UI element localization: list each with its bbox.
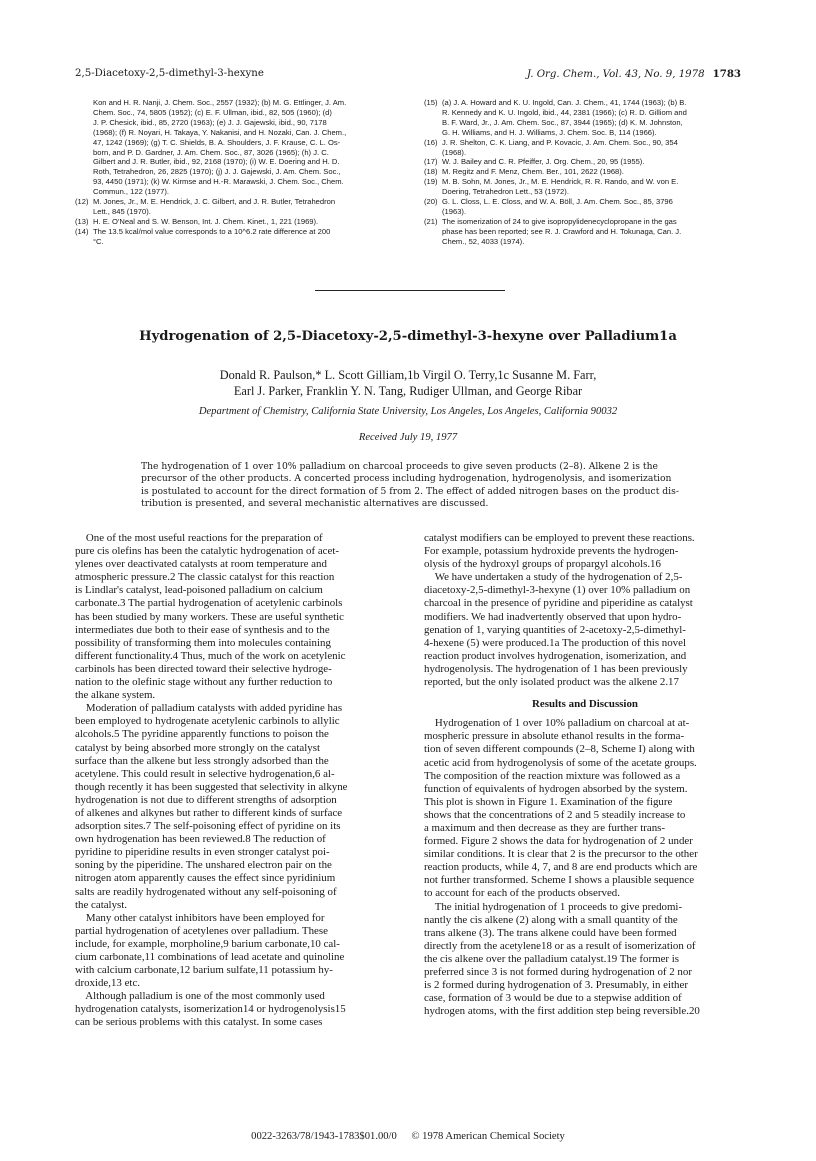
text-line: adsorption sites.7 The self-poisoning effect of pyridine on its [75, 820, 341, 833]
section-heading: Results and Discussion [532, 698, 638, 711]
reference-line [424, 177, 746, 187]
reference-line [424, 128, 746, 138]
text-line: hydrogenation catalysts, isomerization14 or hydrogenolysis15 [75, 1003, 346, 1016]
text-line: salts are readily hydrogenated without any self-poisoning of [75, 885, 337, 898]
reference-text: Kon and H. R. Nanji, J. Chem. Soc., 2557 (1932); (b) M. G. Ettlinger, J. Am. [93, 98, 347, 107]
text-line: reaction product involves hydrogenation, isomerization, and [424, 649, 687, 662]
reference-line [424, 108, 746, 118]
authors-line-2: Earl J. Parker, Franklin Y. N. Tang, Rudiger Ullman, and George Ribar [233, 384, 583, 398]
reference-text: 47, 1242 (1969); (g) T. C. Shields, B. A. Shoulders, J. F. Krause, C. L. Os- [93, 137, 341, 147]
text-line: of alkenes and alkynes but rather to different kinds of surface [75, 806, 343, 819]
text-line: nantly the cis alkene (2) along with a small quantity of the [424, 913, 678, 926]
text-line: though recently it has been suggested that selectivity in alkyne [75, 780, 348, 793]
references-column-2 [424, 98, 746, 247]
reference-line [75, 187, 397, 197]
abstract-line: tribution is presented, and several mechanistic alternatives are discussed. [141, 497, 489, 509]
reference-text: M. Regitz and F. Menz, Chem. Ber., 101, 2622 (1968). [442, 167, 624, 177]
text-line: pyridine to piperidine results in even stronger catalyst poi- [75, 846, 330, 859]
text-line: diacetoxy-2,5-dimethyl-3-hexyne (1) over 10% palladium on [424, 584, 691, 597]
reference-line [424, 227, 746, 237]
reference-text: Commun., 122 (1977). [93, 187, 169, 197]
reference-text: R. Kennedy and K. U. Ingold, ibid., 44, 2381 (1966); (c) R. D. Gilliom and [442, 107, 687, 117]
reference-number: (16) [424, 137, 438, 147]
text-line: droxide,13 etc. [75, 977, 141, 990]
text-line: a maximum and then decrease as they are further trans- [424, 821, 665, 834]
reference-text: Gilbert and J. R. Butler, ibid., 92, 2168 (1970); (i) W. E. Doering and H. D. [93, 157, 340, 167]
reference-text: J. P. Chesick, ibid., 85, 2720 (1963); (e) J. J. Gajewski, ibid., 90, 7178 [93, 117, 327, 127]
authors-line-1: Donald R. Paulson,* L. Scott Gilliam,1b Virgil O. Terry,1c Susanne M. Farr, [219, 368, 597, 382]
text-line: acetylene. This could result in selective hydrogenation,6 al- [75, 767, 335, 780]
text-line: mospheric pressure in absolute ethanol results in the forma- [424, 730, 685, 743]
text-line: Although palladium is one of the most commonly used [75, 990, 325, 1003]
text-line: with calcium carbonate,12 barium sulfate,11 potassium hy- [75, 964, 333, 977]
reference-line [75, 108, 397, 118]
text-line: not further transformed. Scheme I shows a plausible sequence [424, 874, 695, 887]
text-line: hydrogen atoms, with the first addition step being reversible.20 [424, 1005, 700, 1018]
reference-line [75, 148, 397, 158]
reference-text: W. J. Bailey and C. R. Pfeiffer, J. Org. Chem., 20, 95 (1955). [442, 157, 645, 167]
reference-line [75, 177, 397, 187]
reference-text: °C. [93, 236, 104, 246]
reference-text: M. Jones, Jr., M. E. Hendrick, J. C. Gilbert, and J. R. Butler, Tetrahedron [93, 197, 336, 207]
reference-line [75, 207, 397, 217]
reference-line [75, 138, 397, 148]
reference-number: (12) [75, 197, 89, 207]
text-line: to account for each of the products observed. [424, 887, 620, 900]
text-line: directly from the acetylene18 or as a result of isomerization of [424, 939, 696, 952]
reference-text: Chem. Soc., 74, 5805 (1952); (c) E. F. Ullman, ibid., 82, 505 (1960); (d) [93, 107, 332, 117]
text-line: carbinols has been directed toward their selective hydroge- [75, 662, 332, 675]
text-line: catalyst modifiers can be employed to prevent these reactions. [424, 532, 695, 544]
reference-text: J. R. Shelton, C. K. Liang, and P. Kovacic, J. Am. Chem. Soc., 90, 354 [442, 137, 678, 147]
reference-line [424, 207, 746, 217]
reference-text: (1968); (f) R. Noyari, H. Takaya, Y. Nakanisi, and H. Nozaki, Can. J. Chem., [93, 127, 347, 137]
text-line: can be serious problems with this catalyst. In some cases [75, 1016, 323, 1029]
reference-text: (1968). [442, 147, 467, 157]
reference-text: The 13.5 kcal/mol value corresponds to a 10^6.2 rate difference at 200 [93, 226, 331, 236]
section-divider [315, 290, 505, 291]
reference-line [75, 237, 397, 247]
journal-citation [527, 68, 741, 80]
reference-number: (18) [424, 167, 438, 177]
abstract-line: precursor of the other products. A concerted process including hydrogenation, hydrogenolysis, and isomerization [141, 473, 672, 485]
text-line: modifiers. We had inadvertently observed that upon hydro- [424, 610, 682, 623]
text-line: trans alkene (3). The trans alkene could have been formed [424, 926, 677, 939]
text-line: partial hydrogenation of acetylenes over palladium. These [75, 924, 328, 937]
reference-number: (21) [424, 216, 438, 226]
body-column-left [75, 532, 397, 1030]
reference-line [424, 167, 746, 177]
reference-text: G. H. Williams, and H. J. Williams, J. Chem. Soc. B, 114 (1966). [442, 127, 657, 137]
reference-text: M. B. Sohn, M. Jones, Jr., M. E. Hendrick, R. R. Rando, and W. von E. [442, 177, 679, 187]
text-line: Moderation of palladium catalysts with added pyridine has [75, 702, 343, 715]
running-title: 2,5-Diacetoxy-2,5-dimethyl-3-hexyne [75, 68, 264, 79]
copyright: © 1978 American Chemical Society [411, 1131, 565, 1142]
text-line: This plot is shown in Figure 1. Examination of the figure [424, 795, 673, 808]
text-line: the catalyst. [75, 898, 128, 911]
text-line: nitrogen atom apparently causes the effect since pyridinium [75, 872, 336, 885]
reference-line [424, 98, 746, 108]
text-line: is 2 formed during hydrogenation of 3. Presumably, in either [424, 979, 688, 992]
reference-line [75, 167, 397, 177]
text-line: olysis of the hydroxyl groups of propargyl alcohols.16 [424, 558, 661, 571]
reference-line [75, 217, 397, 227]
text-line: reaction products, while 4, 7, and 8 are end products which are [424, 861, 698, 874]
text-line: function of equivalents of hydrogen absorbed by the system. [424, 782, 688, 795]
reference-line [75, 118, 397, 128]
text-line: has been studied by many workers. These are useful synthetic [75, 610, 344, 623]
article-code: 0022-3263/78/1943-1783$01.00/0 [251, 1131, 397, 1142]
author-list [75, 367, 741, 399]
text-line: atmospheric pressure.2 The classic catalyst for this reaction [75, 571, 335, 584]
reference-number: (14) [75, 226, 89, 236]
text-line: preferred since 3 is not formed during hydrogenation of 2 nor [424, 966, 692, 978]
text-line: 4-hexene (5) were produced.1a The production of this novel [424, 636, 686, 649]
text-line: catalyst by being absorbed more strongly on the catalyst [75, 741, 320, 754]
text-line: One of the most useful reactions for the preparation of [75, 532, 323, 544]
reference-line [424, 217, 746, 227]
text-line: For example, potassium hydroxide prevents the hydrogen- [424, 545, 679, 558]
text-line: own hydrogenation has been reviewed.8 The reduction of [75, 833, 326, 846]
reference-text: phase has been reported; see R. J. Crawford and H. Tokunaga, Can. J. [442, 226, 682, 236]
reference-text: Roth, Tetrahedron, 26, 2825 (1970); (j) J. J. Gajewski, J. Am. Chem. Soc., [93, 167, 341, 177]
reference-number: (13) [75, 216, 89, 226]
reference-text: Chem., 52, 4033 (1974). [442, 236, 525, 246]
reference-line [75, 128, 397, 138]
reference-number: (19) [424, 177, 438, 187]
reference-line [424, 187, 746, 197]
reference-line [75, 197, 397, 207]
text-line: different functionality.4 Thus, much of the work on acetylenic [75, 649, 346, 662]
reference-text: 93, 4450 (1971); (k) W. Kirmse and H.-R. Marawski, J. Chem. Soc., Chem. [93, 177, 344, 187]
text-line: The composition of the reaction mixture was followed as a [424, 769, 681, 782]
results-discussion-text [424, 717, 746, 1018]
reference-line [424, 148, 746, 158]
article-title: Hydrogenation of 2,5-Diacetoxy-2,5-dimethyl-3-hexyne over Palladium1a [139, 329, 677, 344]
text-line: surface than the alkene but less strongly adsorbed than the [75, 754, 329, 767]
reference-text: H. E. O'Neal and S. W. Benson, Int. J. Chem. Kinet., 1, 221 (1969). [93, 216, 319, 226]
text-line: pure cis olefins has been the catalytic hydrogenation of acet- [75, 545, 339, 558]
text-line: soning by the piperidine. The unshared electron pair on the [75, 859, 332, 872]
text-line: reported, but the only isolated product was the alkene 2.17 [424, 676, 679, 689]
text-line: alcohols.5 The pyridine apparently functions to poison the [75, 728, 329, 741]
reference-text: Doering, Tetrahedron Lett., 53 (1972). [442, 187, 569, 197]
reference-text: B. F. Ward, Jr., J. Am. Chem. Soc., 87, 3944 (1965); (d) K. M. Johnston, [442, 117, 683, 127]
references-column-1 [75, 98, 397, 247]
reference-line [424, 197, 746, 207]
received-date: Received July 19, 1977 [358, 432, 458, 443]
text-line: shows that the concentrations of 2 and 5 steadily increase to [424, 808, 686, 821]
text-line: formed. Figure 2 shows the data for hydrogenation of 2 under [424, 835, 693, 848]
reference-text: G. L. Closs, L. E. Closs, and W. A. Böll, J. Am. Chem. Soc., 85, 3796 [442, 197, 673, 207]
reference-text: born, and P. D. Gardner, J. Am. Chem. Soc., 87, 3026 (1965); (h) J. C. [93, 147, 329, 157]
reference-number: (15) [424, 98, 438, 107]
reference-number: (20) [424, 197, 438, 207]
text-line: nation to the olefinic stage without any further reduction to [75, 676, 333, 689]
page-footer [75, 1131, 741, 1142]
reference-text: (a) J. A. Howard and K. U. Ingold, Can. J. Chem., 41, 1744 (1963); (b) B. [442, 98, 687, 107]
text-line: is Lindlar's catalyst, lead-poisoned palladium on calcium [75, 584, 323, 597]
reference-line [75, 98, 397, 108]
text-line: cium carbonate,11 combinations of lead acetate and quinoline [75, 951, 345, 963]
reference-line [424, 157, 746, 167]
reference-line [424, 138, 746, 148]
text-line: charcoal in the presence of pyridine and piperidine as catalyst [424, 597, 693, 610]
text-line: case, formation of 3 would be due to a stepwise addition of [424, 992, 682, 1005]
text-line: Many other catalyst inhibitors have been employed for [75, 911, 325, 924]
reference-line [424, 118, 746, 128]
text-line: acetic acid from hydrogenolysis of some of the acetate groups. [424, 756, 697, 769]
abstract-line: The hydrogenation of 1 over 10% palladium on charcoal proceeds to give seven products (2–8). Alkene 2 is the [141, 461, 658, 472]
abstract [141, 461, 681, 510]
text-line: Hydrogenation of 1 over 10% palladium on charcoal at at- [424, 717, 690, 730]
text-line: hydrogenolysis. The hydrogenation of 1 has been previously [424, 662, 688, 675]
text-line: The initial hydrogenation of 1 proceeds to give predomi- [424, 900, 683, 913]
body-column-right [424, 532, 746, 1018]
reference-line [75, 157, 397, 167]
reference-text: The isomerization of 24 to give isopropylidenecyclopropane in the gas [442, 216, 677, 226]
reference-text: (1963). [442, 206, 467, 216]
text-line: include, for example, morpholine,9 barium carbonate,10 cal- [75, 937, 340, 950]
reference-number: (17) [424, 157, 438, 167]
text-line: the cis alkene over the palladium catalyst.19 The former is [424, 952, 680, 965]
text-line: possibility of transforming them into molecules containing [75, 636, 331, 649]
abstract-line: is postulated to account for the direct formation of 5 from 2. The effect of added nitrogen bases on the product dis- [141, 485, 679, 497]
reference-text: Lett., 845 (1970). [93, 206, 151, 216]
reference-line [424, 237, 746, 247]
reference-line [75, 227, 397, 237]
text-line: been employed to hydrogenate acetylenic carbinols to allylic [75, 715, 340, 728]
text-line: ylenes over deactivated catalysts at room temperature and [75, 558, 327, 571]
journal-name: J. Org. Chem., Vol. 43, No. 9, 1978 [526, 69, 705, 80]
text-line: genation of 1, varying quantities of 2-acetoxy-2,5-dimethyl- [424, 623, 686, 636]
text-line: similar conditions. It is clear that 2 is the precursor to the other [424, 848, 698, 861]
text-line: the alkane system. [75, 689, 156, 702]
text-line: tion of seven different compounds (2–8, Scheme I) along with [424, 743, 695, 756]
right-column-intro [424, 532, 746, 689]
page-number: 1783 [712, 68, 741, 80]
text-line: carbonate.3 The partial hydrogenation of acetylenic carbinols [75, 597, 343, 610]
text-line: We have undertaken a study of the hydrogenation of 2,5- [424, 571, 683, 584]
text-line: intermediates due both to their ease of synthesis and to the [75, 623, 330, 636]
affiliation: Department of Chemistry, California State University, Los Angeles, Los Angeles, California 90032 [198, 406, 618, 417]
text-line: hydrogenation is not due to different strengths of adsorption [75, 793, 337, 806]
